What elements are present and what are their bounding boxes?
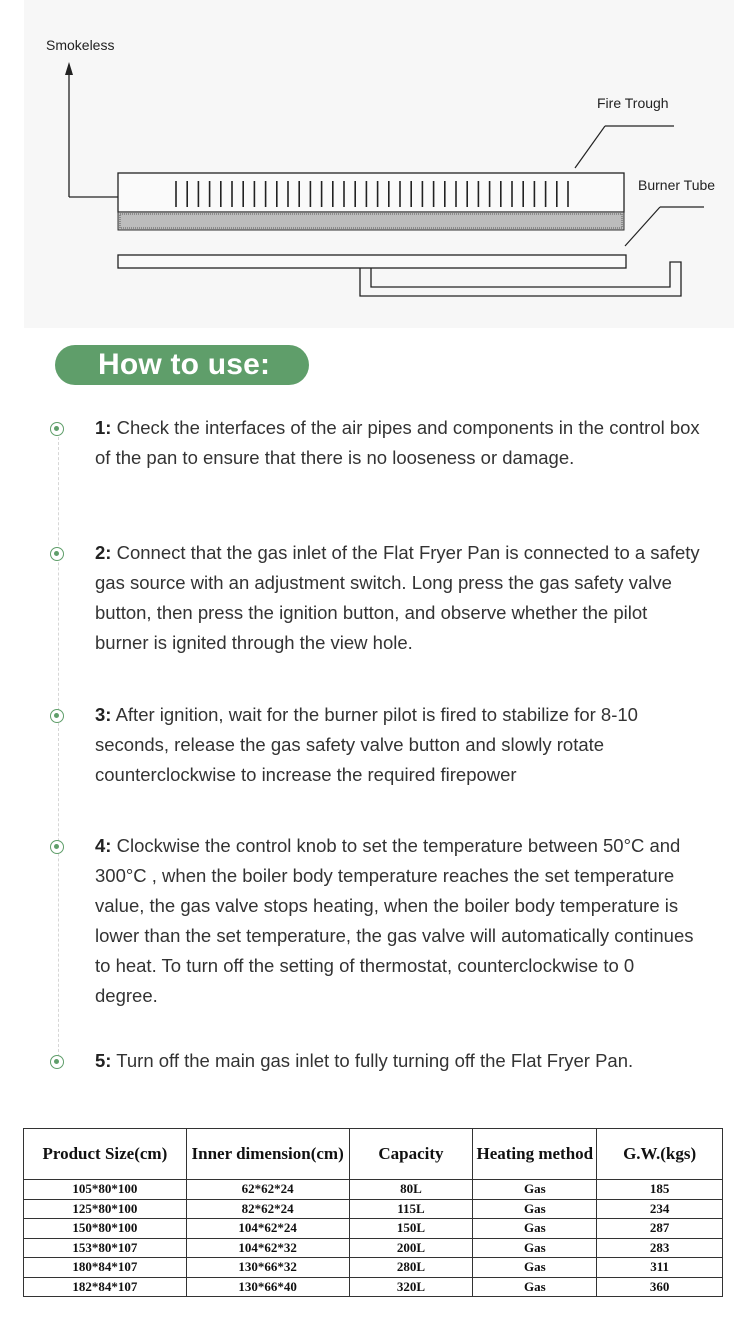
header-gross-weight: G.W.(kgs) <box>597 1129 723 1180</box>
table-row <box>24 1180 723 1200</box>
cell-inner-dimension: 62*62*24 <box>186 1180 349 1200</box>
step-number: 3: <box>95 704 112 725</box>
step-number: 5: <box>95 1050 112 1071</box>
step-2-text <box>95 538 700 658</box>
radio-bullet-icon <box>50 840 64 854</box>
cell-heating-method: Gas <box>473 1238 597 1258</box>
cell-gross-weight: 283 <box>597 1238 723 1258</box>
table-row <box>24 1219 723 1239</box>
cell-capacity: 115L <box>349 1199 473 1219</box>
burner-diagram <box>24 0 734 328</box>
cell-heating-method: Gas <box>473 1258 597 1278</box>
cell-capacity: 150L <box>349 1219 473 1239</box>
table-row <box>24 1199 723 1219</box>
cell-product-size: 125*80*100 <box>24 1199 187 1219</box>
burner-tube <box>118 255 626 268</box>
header-product-size: Product Size(cm) <box>24 1129 187 1180</box>
cell-gross-weight: 311 <box>597 1258 723 1278</box>
cell-heating-method: Gas <box>473 1219 597 1239</box>
cell-capacity: 320L <box>349 1277 473 1297</box>
cell-inner-dimension: 130*66*32 <box>186 1258 349 1278</box>
step-number: 4: <box>95 835 112 856</box>
header-inner-dimension: Inner dimension(cm) <box>186 1129 349 1180</box>
step-description: After ignition, wait for the burner pilot is fired to stabilize for 8-10 seconds, release the gas safety valve button and slowly rotate counterclockwise to increase the required firepower <box>95 704 638 785</box>
how-to-use-badge <box>55 345 309 385</box>
section-title: How to use: <box>98 348 271 381</box>
fire-trough-leader <box>575 126 605 168</box>
cell-product-size: 150*80*100 <box>24 1219 187 1239</box>
label-burner-tube: Burner Tube <box>638 177 716 193</box>
table-header-row <box>24 1129 723 1180</box>
cell-heating-method: Gas <box>473 1199 597 1219</box>
table-row <box>24 1238 723 1258</box>
cell-capacity: 80L <box>349 1180 473 1200</box>
radio-bullet-icon <box>50 1055 64 1069</box>
fire-trough-box <box>118 173 624 212</box>
radio-bullet-icon <box>50 709 64 723</box>
step-number: 2: <box>95 542 112 563</box>
step-description: Clockwise the control knob to set the temperature between 50°C and 300°C , when the boiler body temperature reaches the set temperature value, the gas valve stops heating, when the boiler body temperature is lower than the set temperature, the gas valve will automatically continues to heat. To turn off the setting of thermostat, counterclockwise to 0 degree. <box>95 835 694 1006</box>
cell-capacity: 200L <box>349 1238 473 1258</box>
radio-bullet-icon <box>50 547 64 561</box>
step-1-text <box>95 413 700 473</box>
cell-heating-method: Gas <box>473 1180 597 1200</box>
spec-table <box>23 1128 723 1297</box>
step-description: Connect that the gas inlet of the Flat Fryer Pan is connected to a safety gas source with an adjustment switch. Long press the gas safety valve button, then press the ignition button, and observe whether the pilot burner is ignited through the view hole. <box>95 542 700 653</box>
cell-inner-dimension: 130*66*40 <box>186 1277 349 1297</box>
step-description: Check the interfaces of the air pipes and components in the control box of the pan to ensure that there is no looseness or damage. <box>95 417 700 468</box>
cell-product-size: 182*84*107 <box>24 1277 187 1297</box>
cell-product-size: 180*84*107 <box>24 1258 187 1278</box>
burner-tube-leader <box>625 207 660 246</box>
cell-heating-method: Gas <box>473 1277 597 1297</box>
header-capacity: Capacity <box>349 1129 473 1180</box>
table-row <box>24 1258 723 1278</box>
cell-product-size: 105*80*100 <box>24 1180 187 1200</box>
table-row <box>24 1277 723 1297</box>
cell-gross-weight: 234 <box>597 1199 723 1219</box>
cell-inner-dimension: 104*62*32 <box>186 1238 349 1258</box>
cell-inner-dimension: 82*62*24 <box>186 1199 349 1219</box>
burner-diagram-drawing <box>24 0 734 328</box>
cell-inner-dimension: 104*62*24 <box>186 1219 349 1239</box>
cell-product-size: 153*80*107 <box>24 1238 187 1258</box>
step-description: Turn off the main gas inlet to fully turning off the Flat Fryer Pan. <box>116 1050 634 1071</box>
smokeless-arrow-head <box>65 62 73 75</box>
step-5-text <box>95 1046 700 1076</box>
header-heating-method: Heating method <box>473 1129 597 1180</box>
step-3-text <box>95 700 700 790</box>
step-number: 1: <box>95 417 112 438</box>
cell-gross-weight: 287 <box>597 1219 723 1239</box>
label-smokeless: Smokeless <box>46 37 115 53</box>
steps-timeline-line <box>58 432 59 1062</box>
radio-bullet-icon <box>50 422 64 436</box>
cell-capacity: 280L <box>349 1258 473 1278</box>
cell-gross-weight: 360 <box>597 1277 723 1297</box>
cell-gross-weight: 185 <box>597 1180 723 1200</box>
step-4-text <box>95 831 700 1011</box>
label-fire-trough: Fire Trough <box>597 95 669 111</box>
